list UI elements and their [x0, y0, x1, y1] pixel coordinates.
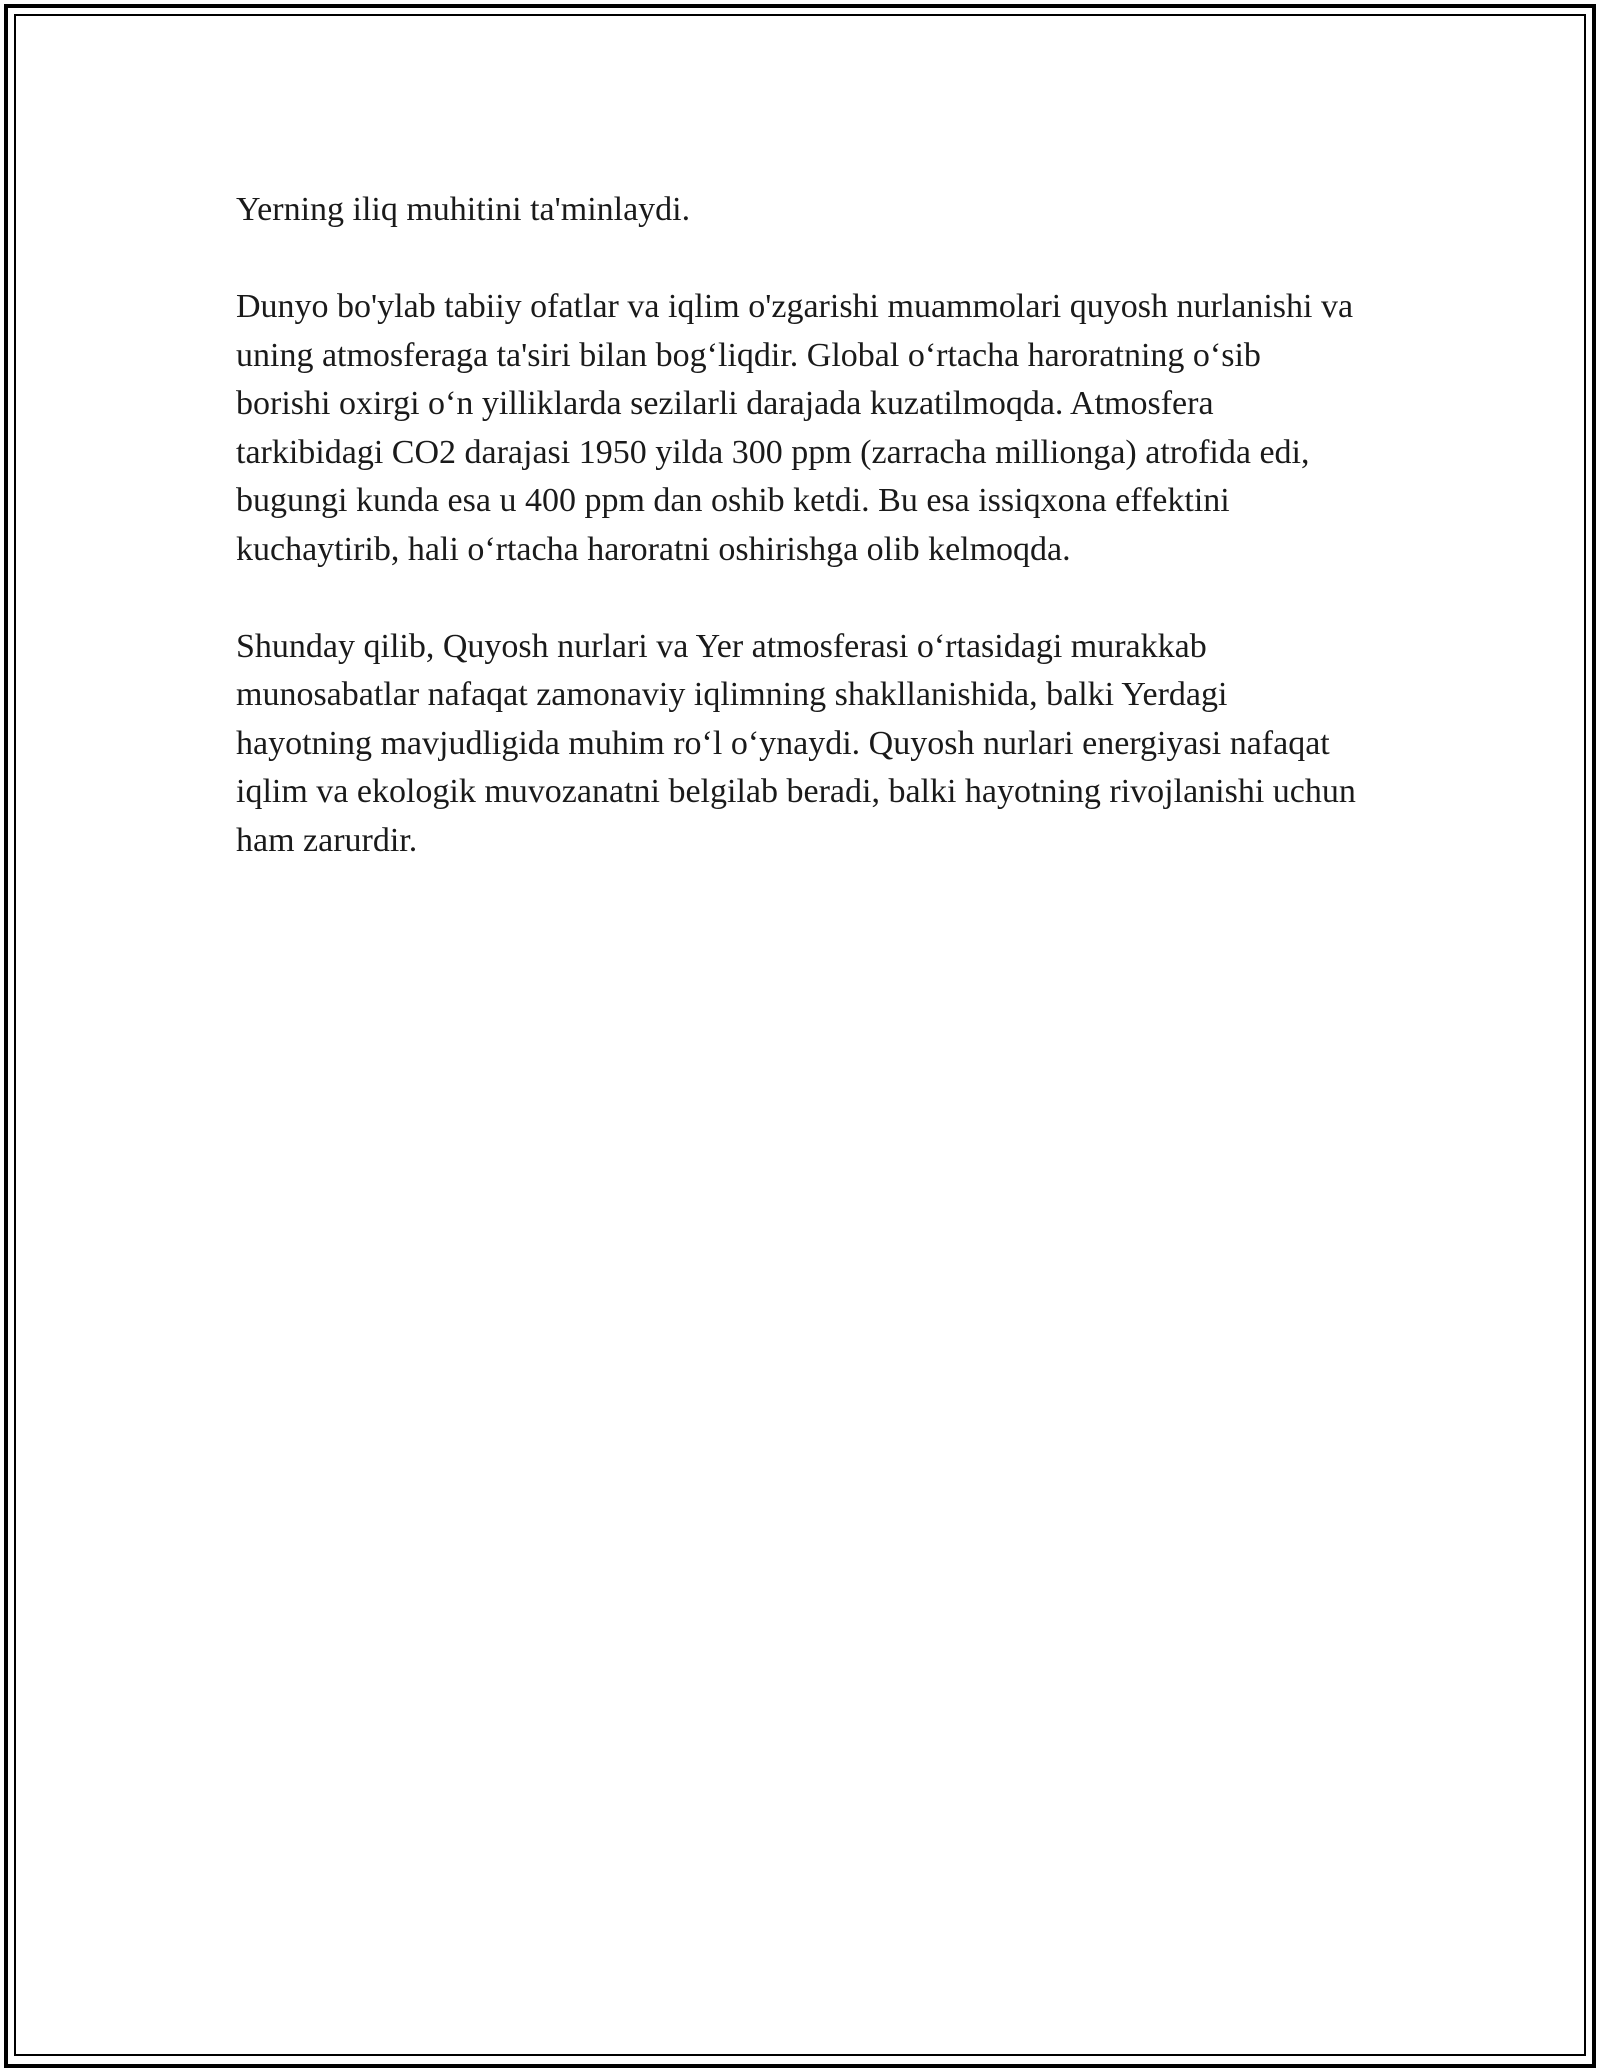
paragraph-conclusion: Shunday qilib, Quyosh nurlari va Yer atmosferasi o‘rtasidagi murakkab munosabatlar nafaqat zamonaviy iqlimning shakllanishida, balki Yerdagi hayotning mavjudligida muhim ro‘l o‘ynaydi. Quyosh nurlari energiyasi nafaqat iqlim va ekologik muvozanatni belgilab beradi, balki hayotning rivojlanishi uchun ham zarurdir.: [236, 627, 1356, 859]
paragraph-climate: Dunyo bo'ylab tabiiy ofatlar va iqlim o'zgarishi muammolari quyosh nurlanishi va uning atmosferaga ta'siri bilan bog‘liqdir. Global o‘rtacha haroratning o‘sib borishi oxirgi o‘n yilliklarda sezilarli darajada kuzatilmoqda. Atmosfera tarkibidagi CO2 darajasi 1950 yilda 300 ppm (zarracha millionga) atrofida edi, bugungi kunda esa u 400 ppm dan oshib ketdi. Bu esa issiqxona effektini kuchaytirib, hali o‘rtacha haroratni oshirishga olib kelmoqda.: [236, 288, 1354, 568]
document-body: [236, 186, 1360, 914]
paragraph-intro: Yerning iliq muhitini ta'minlaydi.: [236, 191, 691, 228]
